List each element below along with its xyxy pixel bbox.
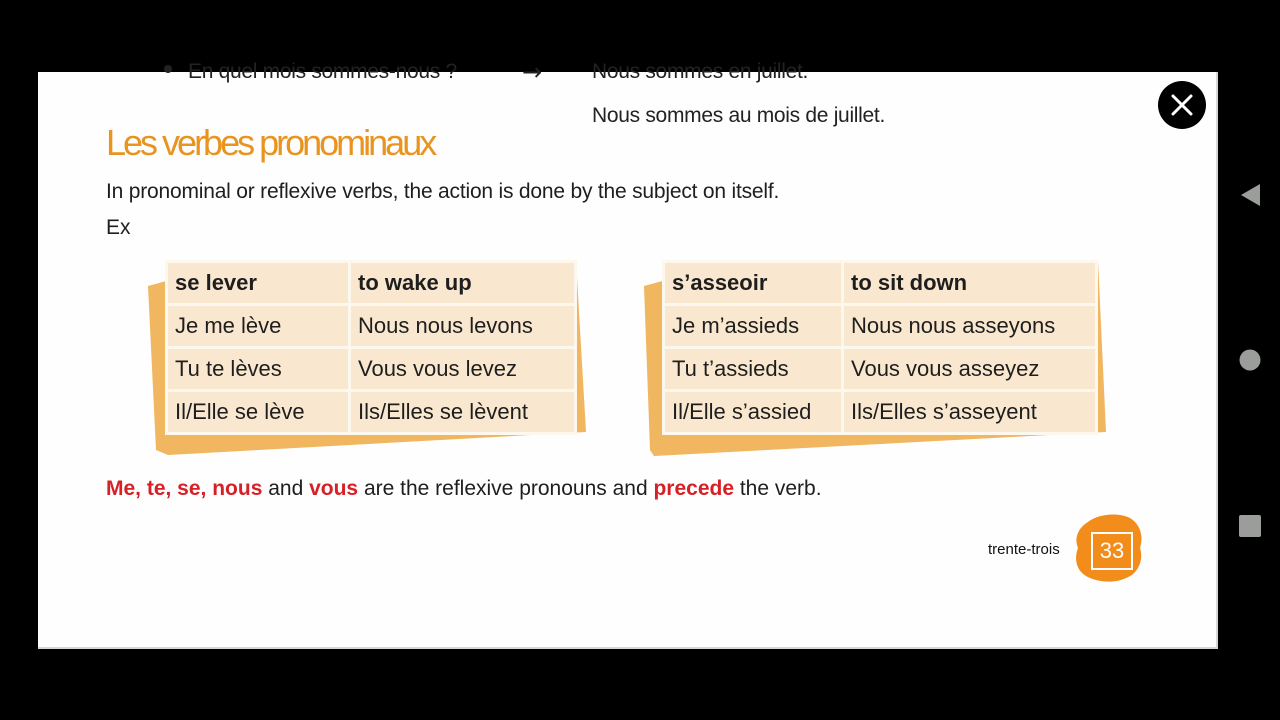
table-row xyxy=(665,306,1095,346)
table-cell: to sit down xyxy=(844,263,1095,303)
table-row xyxy=(665,349,1095,389)
emphasis-precede: precede xyxy=(653,477,735,500)
rule-text-part: the verb. xyxy=(734,477,822,500)
intro-text: In pronominal or reflexive verbs, the action is done by the subject on itself. xyxy=(106,180,780,203)
bullet-icon xyxy=(164,65,172,73)
table-cell: Nous nous asseyons xyxy=(844,306,1095,346)
rule-text-part: and xyxy=(262,477,310,500)
arrow-icon: → xyxy=(522,58,543,86)
previous-question xyxy=(164,60,457,84)
table-row xyxy=(665,392,1095,432)
table-row xyxy=(168,392,574,432)
question-text: En quel mois sommes-nous ? xyxy=(188,60,457,83)
home-button[interactable] xyxy=(1239,349,1261,371)
conj-table xyxy=(662,260,1098,435)
emphasis-pronouns: Me, te, se, nous xyxy=(106,477,263,500)
table-cell: Je me lève xyxy=(168,306,348,346)
example-label: Ex xyxy=(106,216,131,239)
rule-text xyxy=(106,477,822,501)
table-cell: Ils/Elles s’asseyent xyxy=(844,392,1095,432)
recents-button[interactable] xyxy=(1239,515,1261,537)
table-cell: Tu t’assieds xyxy=(665,349,841,389)
close-icon xyxy=(1170,93,1194,117)
section-title: Les verbes pronominaux xyxy=(106,122,435,163)
close-button[interactable] xyxy=(1158,81,1206,129)
rule-text-part: are the reflexive pronouns and xyxy=(358,477,654,500)
table-cell: Ils/Elles se lèvent xyxy=(351,392,574,432)
system-nav-bar xyxy=(1218,0,1280,720)
table-cell: Il/Elle s’assied xyxy=(665,392,841,432)
page-number: 33 xyxy=(1091,532,1133,570)
table-header-row xyxy=(665,263,1095,303)
table-cell: Nous nous levons xyxy=(351,306,574,346)
table-cell: Vous vous asseyez xyxy=(844,349,1095,389)
table-cell: se lever xyxy=(168,263,348,303)
table-cell: Il/Elle se lève xyxy=(168,392,348,432)
answer-2: Nous sommes au mois de juillet. xyxy=(592,104,885,127)
answer-1: Nous sommes en juillet. xyxy=(592,60,809,83)
table-cell: to wake up xyxy=(351,263,574,303)
table-row xyxy=(168,349,574,389)
table-cell: Vous vous levez xyxy=(351,349,574,389)
table-cell: Tu te lèves xyxy=(168,349,348,389)
table-cell: s’asseoir xyxy=(665,263,841,303)
table-row xyxy=(168,306,574,346)
back-button[interactable] xyxy=(1239,183,1261,207)
table-header-row xyxy=(168,263,574,303)
textbook-page xyxy=(38,58,1218,649)
table-cell: Je m’assieds xyxy=(665,306,841,346)
emphasis-vous: vous xyxy=(309,477,359,500)
page-number-word: trente-trois xyxy=(988,541,1060,558)
conj-table xyxy=(165,260,577,435)
